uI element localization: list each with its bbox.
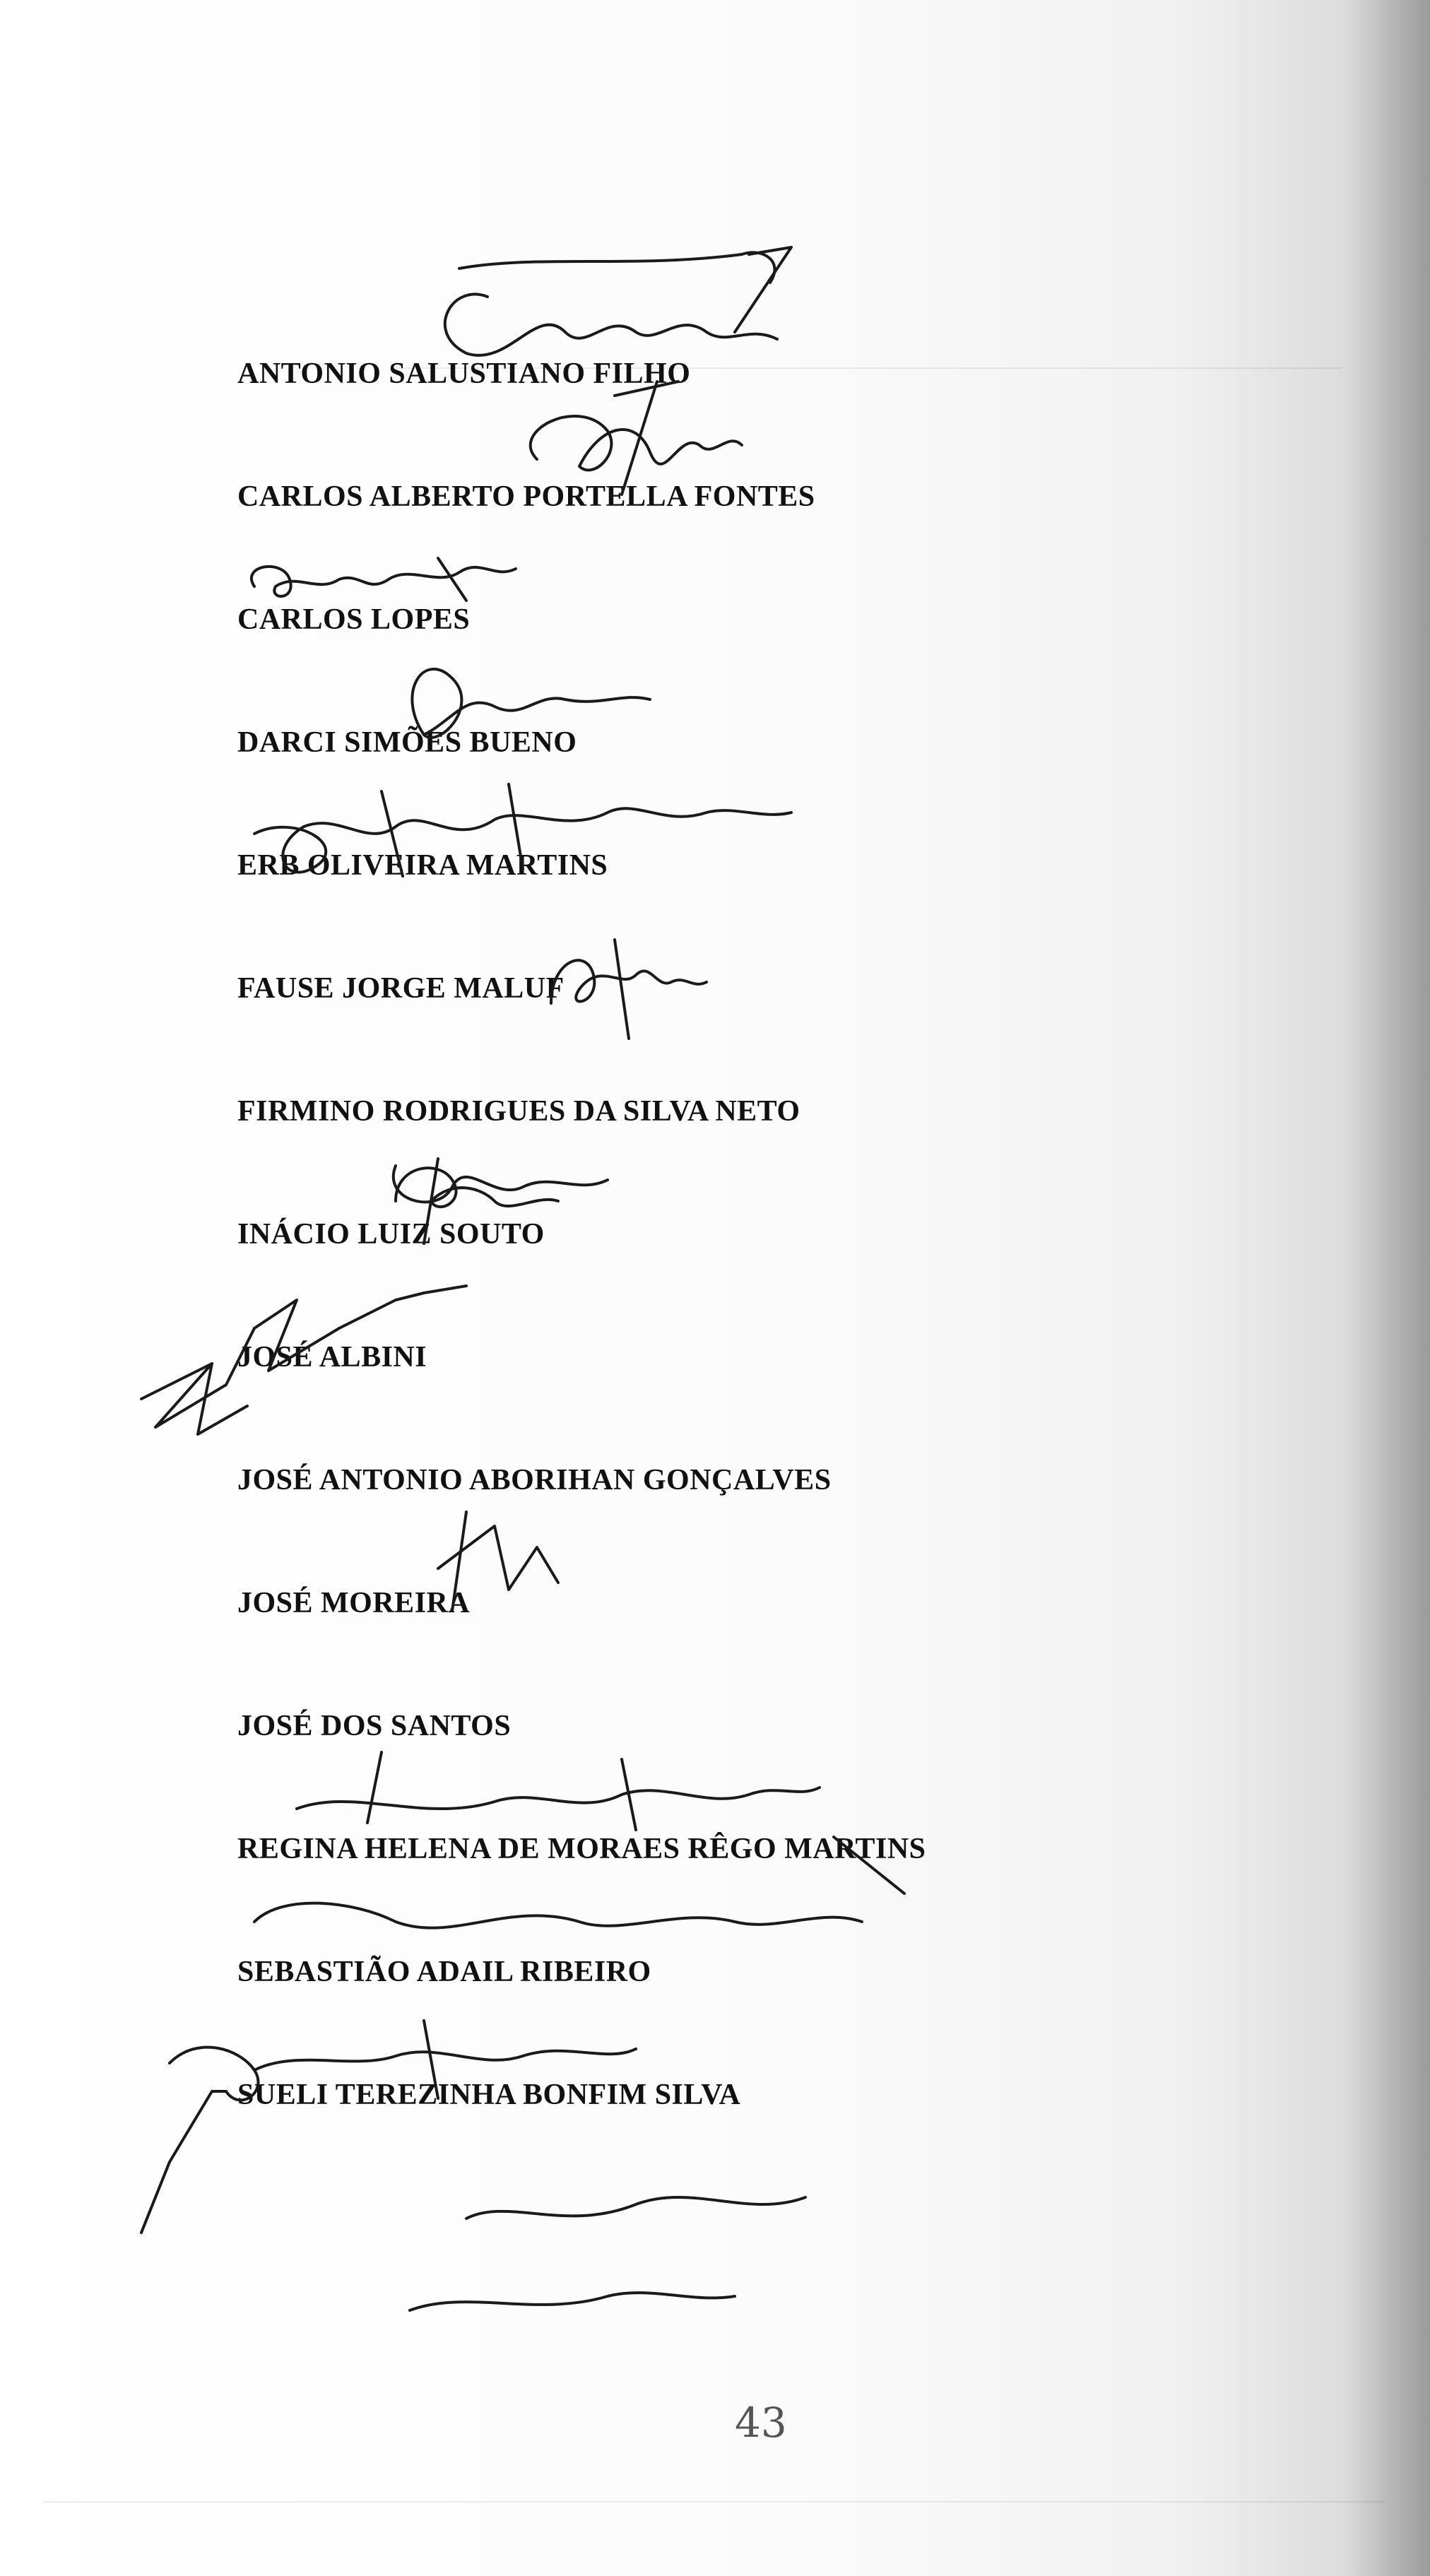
councillor-name: FAUSE JORGE MALUF <box>237 972 565 1005</box>
page-number: 43 <box>735 2399 787 2447</box>
councillor-name: SEBASTIÃO ADAIL RIBEIRO <box>237 1956 651 1988</box>
councillor-name: SUELI TEREZINHA BONFIM SILVA <box>237 2079 741 2111</box>
councillor-name: JOSÉ ALBINI <box>237 1341 427 1373</box>
signature-1 <box>445 247 791 355</box>
councillor-name: FIRMINO RODRIGUES DA SILVA NETO <box>237 1095 800 1128</box>
councillor-name: JOSÉ DOS SANTOS <box>237 1710 512 1742</box>
councillor-name: CARLOS LOPES <box>237 603 471 636</box>
councillor-name: CARLOS ALBERTO PORTELLA FONTES <box>237 480 815 513</box>
councillor-name: JOSÉ ANTONIO ABORIHAN GONÇALVES <box>237 1464 832 1496</box>
councillor-name: REGINA HELENA DE MORAES RÊGO MARTINS <box>237 1833 926 1865</box>
signature-14 <box>410 2197 805 2310</box>
bleed-through-footer-line <box>42 2501 1385 2503</box>
councillor-name: DARCI SIMÕES BUENO <box>237 726 577 759</box>
councillor-signature-list <box>237 353 1156 2197</box>
councillor-name: JOSÉ MOREIRA <box>237 1587 471 1619</box>
councillor-name: INÁCIO LUIZ SOUTO <box>237 1218 545 1251</box>
councillor-name: ANTONIO SALUSTIANO FILHO <box>237 358 691 390</box>
councillor-name: ERB OLIVEIRA MARTINS <box>237 849 608 882</box>
